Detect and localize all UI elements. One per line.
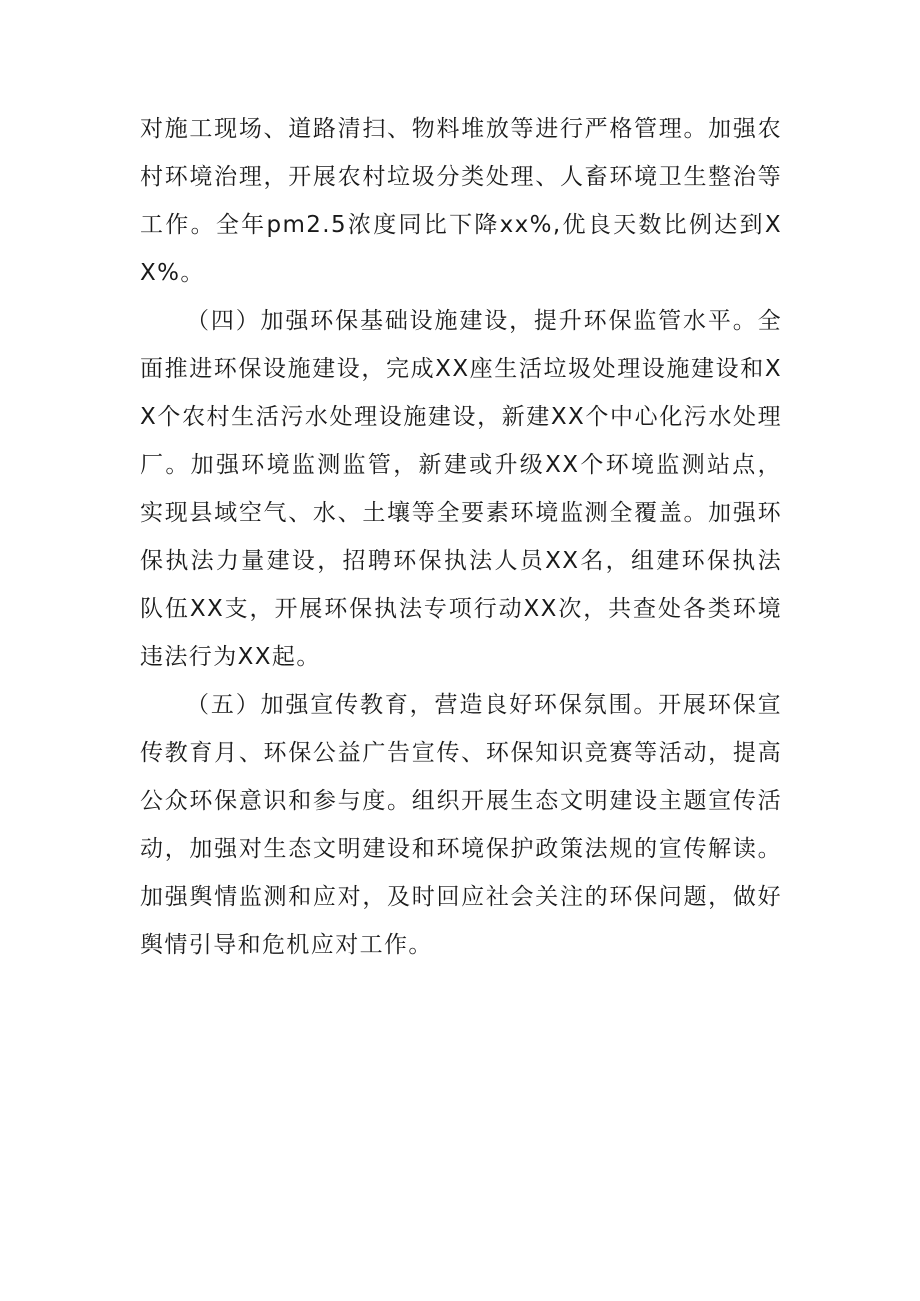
paragraph-section-4: （四）加强环保基础设施建设，提升环保监管水平。全面推进环保设施建设，完成XX座生活垃圾处理设施建设和XX个农村生活污水处理设施建设，新建XX个中心化污水处理厂。加强环境监测监管，新建或升级XX个环境监测站点，实现县域空气、水、土壤等全要素环境监测全覆盖。加强环保执法力量建设，招聘环保执法人员XX名，组建环保执法队伍XX支，开展环保执法专项行动XX次，共查处各类环境违法行为XX起。: [140, 308, 782, 670]
document-body: [140, 105, 782, 969]
paragraph-section-5: （五）加强宣传教育，营造良好环保氛围。开展环保宣传教育月、环保公益广告宣传、环保知识竞赛等活动，提高公众环保意识和参与度。组织开展生态文明建设主题宣传活动，加强对生态文明建设和环境保护政策法规的宣传解读。加强舆情监测和应对，及时回应社会关注的环保问题，做好舆情引导和危机应对工作。: [140, 692, 782, 958]
paragraph-continuation: 对施工现场、道路清扫、物料堆放等进行严格管理。加强农村环境治理，开展农村垃圾分类处理、人畜环境卫生整治等工作。全年pm2.5浓度同比下降xx%,优良天数比例达到XX%。: [140, 116, 782, 286]
